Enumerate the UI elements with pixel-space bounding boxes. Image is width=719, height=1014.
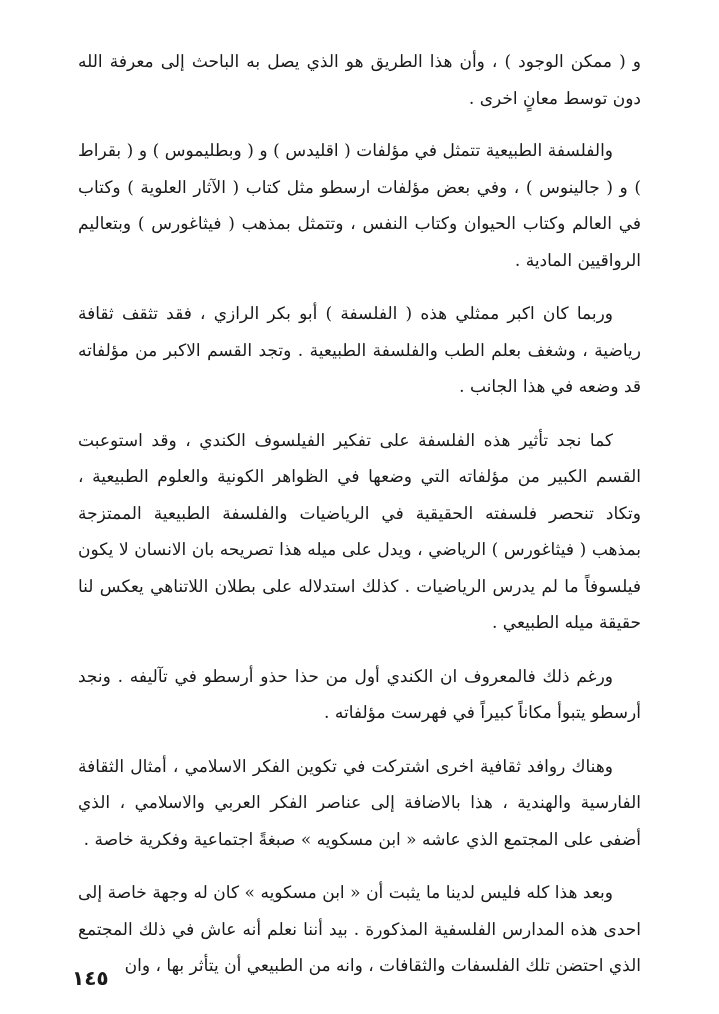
paragraph-3: وربما كان اكبر ممثلي هذه ( الفلسفة ) أبو بكر الرازي ، فقد تثقف ثقافة رياضية ، وشغف بعلم الطب والفلسفة الطبيعية . وتجد القسم الاكبر من مؤلفاته قد وضعه في هذا الجانب . <box>78 304 641 397</box>
paragraph-6: وهناك روافد ثقافية اخرى اشتركت في تكوين الفكر الاسلامي ، أمثال الثقافة الفارسية والهندية ، هذا بالاضافة إلى عناصر الفكر العربي والاسلامي ، الذي أضفى على المجتمع الذي عاشه « ابن مسكويه » صبغةً اجتماعية وفكرية خاصة . <box>78 756 641 850</box>
paragraph-5: ورغم ذلك فالمعروف ان الكندي أول من حذا حذو أرسطو في تآليفه . ونجد أرسطو يتبوأ مكاناً كبيراً في فهرست مؤلفاته . <box>78 666 641 723</box>
paragraph-7: وبعد هذا كله فليس لدينا ما يثبت أن « ابن مسكويه » كان له وجهة خاصة إلى احدى هذه المدارس الفلسفية المذكورة . بيد أننا نعلم أنه عاش في ذلك المجتمع الذي احتضن تلك الفلسفات والثقافات ، وانه من الطبيعي أن يتأثر بها ، وان <box>78 883 641 976</box>
paragraph-4: كما نجد تأثير هذه الفلسفة على تفكير الفيلسوف الكندي ، وقد استوعبت القسم الكبير من مؤلفاته التي وضعها في الظواهر الكونية والعلوم الطبيعية ، وتكاد تنحصر فلسفته الحقيقية في الرياضيات والفلسفة الطبيعية الممتزجة بمذهب ( فيثاغورس ) الرياضي ، ويدل على ميله هذا تصريحه بان الانسان لا يكون فيلسوفاً ما لم يدرس الرياضيات . كذلك استدلاله على بطلان اللاتناهي يعكس لنا حقيقة ميله الطبيعي . <box>78 430 641 633</box>
body-text <box>78 44 641 985</box>
paragraph-1: و ( ممكن الوجود ) ، وأن هذا الطريق هو الذي يصل به الباحث إلى معرفة الله دون توسط معانٍ اخرى . <box>78 52 641 109</box>
paragraph-2: والفلسفة الطبيعية تتمثل في مؤلفات ( اقليدس ) و ( وبطليموس ) و ( بقراط ) و ( جالينوس ) ، وفي بعض مؤلفات ارسطو مثل كتاب ( الآثار العلوية ) وكتاب في العالم وكتاب الحيوان وكتاب النفس ، وتتمثل بمذهب ( فيثاغورس ) وبتعاليم الرواقيين المادية . <box>78 141 641 271</box>
page-number: ١٤٥ <box>72 966 109 990</box>
